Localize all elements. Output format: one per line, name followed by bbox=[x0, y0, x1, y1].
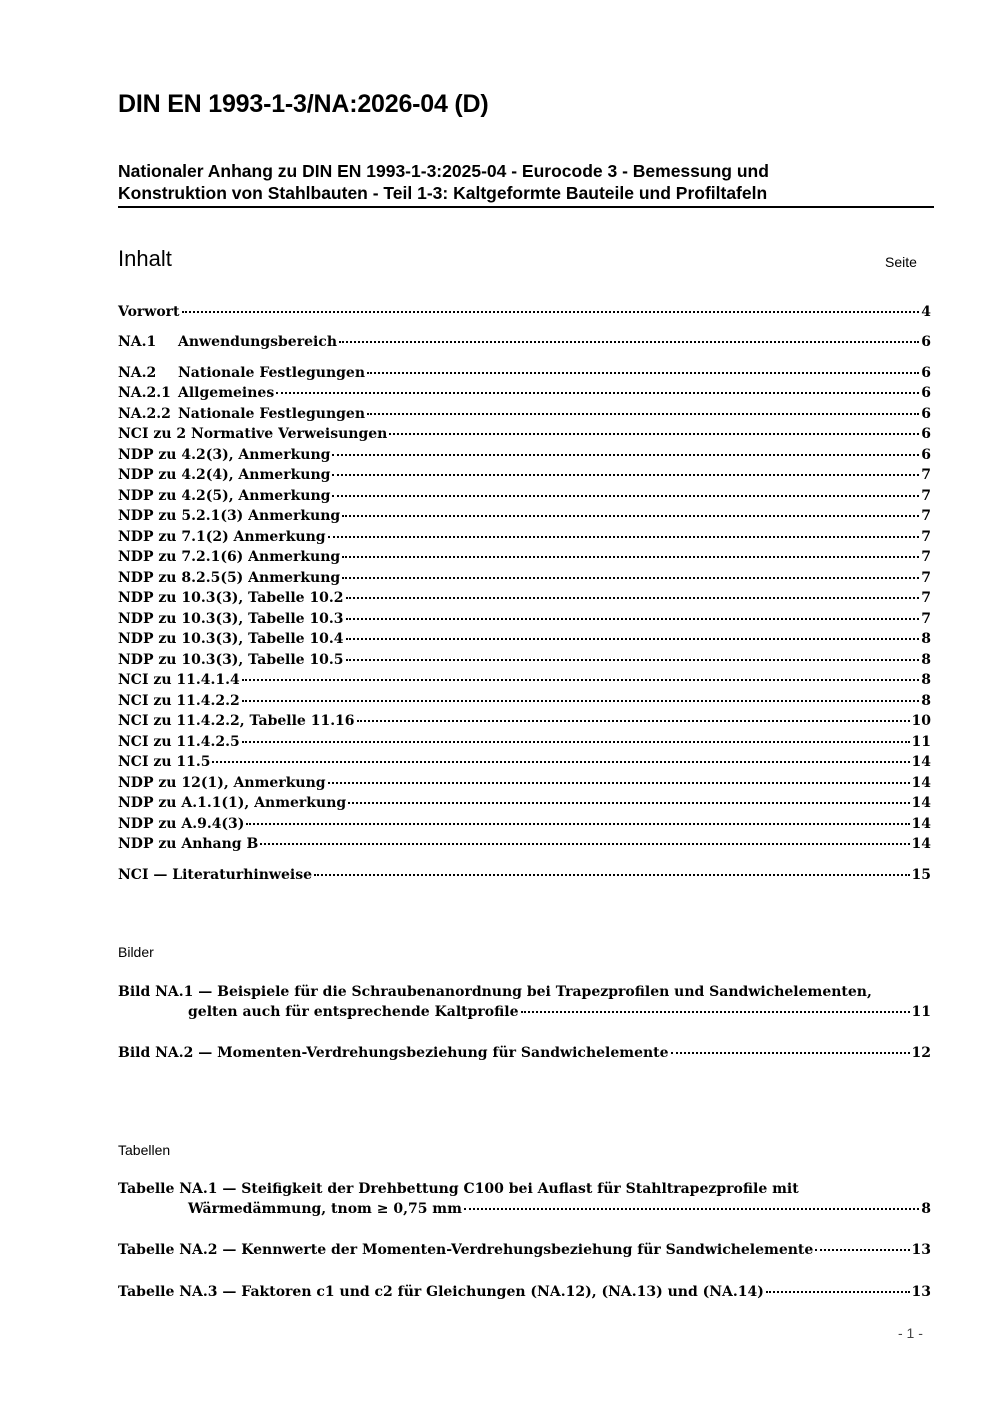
toc-entry-page: 14 bbox=[911, 836, 931, 852]
toc-entry-page: 8 bbox=[921, 672, 931, 688]
toc-entry-label: NCI zu 11.4.2.2 bbox=[118, 693, 240, 709]
leader-dots bbox=[348, 802, 909, 804]
toc-entry-page: 6 bbox=[921, 406, 931, 422]
figure-entry-line-2: gelten auch für entsprechende Kaltprofile bbox=[188, 1004, 519, 1020]
table-entry-label: Tabelle NA.3 — Faktoren c1 und c2 für Gleichungen (NA.12), (NA.13) und (NA.14) bbox=[118, 1284, 764, 1300]
leader-dots bbox=[328, 782, 910, 784]
toc-entry-page: 4 bbox=[921, 304, 931, 320]
toc-entry-label: NDP zu 5.2.1(3) Anmerkung bbox=[118, 508, 341, 524]
document-id: DIN EN 1993-1-3/NA:2026-04 (D) bbox=[118, 90, 489, 118]
figure-entry-line-1: Bild NA.1 — Beispiele für die Schraubenanordnung bei Trapezprofilen und Sandwichelementen, bbox=[118, 984, 872, 1000]
leader-dots bbox=[332, 474, 919, 476]
figure-entry-label: Bild NA.2 — Momenten-Verdrehungsbeziehung für Sandwichelemente bbox=[118, 1045, 669, 1061]
leader-dots bbox=[389, 433, 919, 435]
toc-entry-number: NA.2 bbox=[118, 365, 157, 381]
leader-dots bbox=[342, 577, 919, 579]
toc-entry-page: 14 bbox=[911, 795, 931, 811]
toc-entry-label: NDP zu Anhang B bbox=[118, 836, 259, 852]
toc-entry-page: 7 bbox=[921, 529, 931, 545]
toc-entry[interactable] bbox=[118, 506, 931, 526]
toc-entry-page: 8 bbox=[921, 631, 931, 647]
leader-dots bbox=[276, 392, 919, 394]
toc-entry[interactable] bbox=[118, 650, 931, 670]
toc-entry-label: Allgemeines bbox=[178, 385, 275, 401]
toc-entry[interactable] bbox=[118, 486, 931, 506]
toc-entry-label: NDP zu 7.2.1(6) Anmerkung bbox=[118, 549, 341, 565]
figures-heading: Bilder bbox=[118, 944, 154, 960]
toc-entry-label: Nationale Festlegungen bbox=[178, 365, 366, 381]
toc-entry[interactable] bbox=[118, 547, 931, 567]
figure-entry[interactable] bbox=[118, 1043, 931, 1063]
leader-dots bbox=[182, 311, 920, 313]
leader-dots bbox=[332, 454, 919, 456]
table-entry[interactable] bbox=[118, 1179, 931, 1219]
toc-entry-page: 7 bbox=[921, 488, 931, 504]
leader-dots bbox=[346, 638, 920, 640]
document-subtitle bbox=[118, 160, 934, 208]
toc-entry[interactable] bbox=[118, 773, 931, 793]
table-entry[interactable] bbox=[118, 1240, 931, 1260]
leader-dots bbox=[766, 1291, 910, 1293]
leader-dots bbox=[346, 618, 920, 620]
toc-entry-page: 8 bbox=[921, 652, 931, 668]
leader-dots bbox=[521, 1011, 910, 1013]
leader-dots bbox=[346, 659, 920, 661]
toc-entry[interactable] bbox=[118, 404, 931, 424]
toc-entry[interactable] bbox=[118, 793, 931, 813]
toc-entry-label: NDP zu A.1.1(1), Anmerkung bbox=[118, 795, 347, 811]
leader-dots bbox=[242, 679, 920, 681]
leader-dots bbox=[346, 597, 920, 599]
toc-entry[interactable] bbox=[118, 445, 931, 465]
toc-entry-label: NCI zu 2 Normative Verweisungen bbox=[118, 426, 388, 442]
toc-entry-number: NA.2.2 bbox=[118, 406, 171, 422]
toc-entry[interactable] bbox=[118, 865, 931, 885]
table-entry-label: Tabelle NA.2 — Kennwerte der Momenten-Verdrehungsbeziehung für Sandwichelemente bbox=[118, 1242, 814, 1258]
toc-entry-label: NDP zu 4.2(3), Anmerkung bbox=[118, 447, 331, 463]
toc-entry-page: 6 bbox=[921, 365, 931, 381]
toc-entry[interactable] bbox=[118, 568, 931, 588]
toc-entry-label: NDP zu 7.1(2) Anmerkung bbox=[118, 529, 326, 545]
toc-entry-label: NDP zu 4.2(5), Anmerkung bbox=[118, 488, 331, 504]
leader-dots bbox=[242, 700, 920, 702]
leader-dots bbox=[314, 874, 910, 876]
table-entry-page: 8 bbox=[921, 1201, 931, 1217]
figure-entry-page: 12 bbox=[911, 1045, 931, 1061]
table-entry-line-2: Wärmedämmung, tnom ≥ 0,75 mm bbox=[188, 1201, 462, 1217]
leader-dots bbox=[464, 1208, 919, 1210]
leader-dots bbox=[328, 536, 920, 538]
toc-entry-page: 8 bbox=[921, 693, 931, 709]
toc-entry-number: NA.2.1 bbox=[118, 385, 171, 401]
toc-entry-page: 11 bbox=[911, 734, 931, 750]
toc-entry-label: NCI zu 11.5 bbox=[118, 754, 211, 770]
table-entry-line-2-row bbox=[118, 1199, 931, 1219]
leader-dots bbox=[357, 720, 910, 722]
toc-entry-label: NDP zu 10.3(3), Tabelle 10.3 bbox=[118, 611, 344, 627]
toc-entry-page: 7 bbox=[921, 508, 931, 524]
toc-entry[interactable] bbox=[118, 670, 931, 690]
table-entry-line-1: Tabelle NA.1 — Steifigkeit der Drehbettung C100 bei Auflast für Stahltrapezprofile mit bbox=[118, 1181, 799, 1197]
toc-entry-page: 7 bbox=[921, 590, 931, 606]
table-entry-page: 13 bbox=[911, 1242, 931, 1258]
toc-entry-page: 7 bbox=[921, 467, 931, 483]
leader-dots bbox=[246, 823, 909, 825]
toc-entry[interactable] bbox=[118, 711, 931, 731]
toc-entry-label: NCI zu 11.4.1.4 bbox=[118, 672, 240, 688]
page-column-label: Seite bbox=[885, 254, 917, 270]
subtitle-line-1: Nationaler Anhang zu DIN EN 1993-1-3:2025-04 - Eurocode 3 - Bemessung und bbox=[118, 161, 769, 181]
toc-entry[interactable] bbox=[118, 465, 931, 485]
toc-entry-page: 14 bbox=[911, 816, 931, 832]
leader-dots bbox=[212, 761, 909, 763]
toc-entry[interactable] bbox=[118, 383, 931, 403]
toc-entry-page: 7 bbox=[921, 570, 931, 586]
toc-entry-label: NDP zu 12(1), Anmerkung bbox=[118, 775, 326, 791]
leader-dots bbox=[367, 372, 919, 374]
figure-entry-line-2-row bbox=[118, 1002, 931, 1022]
toc-entry-label: Anwendungsbereich bbox=[178, 334, 337, 350]
leader-dots bbox=[242, 741, 910, 743]
figure-entry-page: 11 bbox=[911, 1004, 931, 1020]
toc-entry[interactable] bbox=[118, 302, 931, 322]
toc-entry[interactable] bbox=[118, 363, 931, 383]
toc-entry-label: Vorwort bbox=[118, 304, 180, 320]
toc-entry-page: 6 bbox=[921, 447, 931, 463]
table-entry[interactable] bbox=[118, 1282, 931, 1302]
table-entry-page: 13 bbox=[911, 1284, 931, 1300]
toc-entry-label: NDP zu A.9.4(3) bbox=[118, 816, 245, 832]
toc-entry-page: 7 bbox=[921, 549, 931, 565]
toc-entry-label: NDP zu 8.2.5(5) Anmerkung bbox=[118, 570, 341, 586]
toc-entry-label: NCI — Literaturhinweise bbox=[118, 867, 312, 883]
toc-entry[interactable] bbox=[118, 424, 931, 444]
leader-dots bbox=[342, 556, 919, 558]
leader-dots bbox=[671, 1052, 910, 1054]
leader-dots bbox=[367, 413, 919, 415]
toc-entry-page: 6 bbox=[921, 334, 931, 350]
toc-entry-label: NCI zu 11.4.2.2, Tabelle 11.16 bbox=[118, 713, 355, 729]
toc-entry[interactable] bbox=[118, 752, 931, 772]
toc-entry[interactable] bbox=[118, 732, 931, 752]
toc-entry[interactable] bbox=[118, 609, 931, 629]
leader-dots bbox=[339, 341, 919, 343]
leader-dots bbox=[342, 515, 919, 517]
toc-entry-page: 14 bbox=[911, 775, 931, 791]
toc-entry-page: 6 bbox=[921, 385, 931, 401]
toc-entry-label: NCI zu 11.4.2.5 bbox=[118, 734, 240, 750]
toc-entry-number: NA.1 bbox=[118, 334, 157, 350]
figure-entry[interactable] bbox=[118, 982, 931, 1022]
toc-entry-page: 14 bbox=[911, 754, 931, 770]
toc-entry-page: 10 bbox=[911, 713, 931, 729]
toc-entry[interactable] bbox=[118, 332, 931, 352]
toc-entry-label: NDP zu 4.2(4), Anmerkung bbox=[118, 467, 331, 483]
toc-entry-label: Nationale Festlegungen bbox=[178, 406, 366, 422]
toc-entry-page: 6 bbox=[921, 426, 931, 442]
leader-dots bbox=[815, 1249, 909, 1251]
toc-entry-label: NDP zu 10.3(3), Tabelle 10.5 bbox=[118, 652, 344, 668]
leader-dots bbox=[332, 495, 919, 497]
toc-entry-page: 15 bbox=[911, 867, 931, 883]
toc-entry[interactable] bbox=[118, 691, 931, 711]
toc-entry[interactable] bbox=[118, 814, 931, 834]
toc-entry-page: 7 bbox=[921, 611, 931, 627]
toc-entry[interactable] bbox=[118, 629, 931, 649]
page-number: - 1 - bbox=[898, 1325, 923, 1341]
toc-entry[interactable] bbox=[118, 527, 931, 547]
toc-entry[interactable] bbox=[118, 588, 931, 608]
toc-entry-label: NDP zu 10.3(3), Tabelle 10.2 bbox=[118, 590, 344, 606]
tables-heading: Tabellen bbox=[118, 1142, 171, 1158]
toc-entry[interactable] bbox=[118, 834, 931, 854]
toc-heading: Inhalt bbox=[118, 246, 172, 271]
subtitle-line-2: Konstruktion von Stahlbauten - Teil 1-3: Kaltgeformte Bauteile und Profiltafeln bbox=[118, 183, 768, 203]
toc-entry-label: NDP zu 10.3(3), Tabelle 10.4 bbox=[118, 631, 344, 647]
leader-dots bbox=[260, 843, 909, 845]
